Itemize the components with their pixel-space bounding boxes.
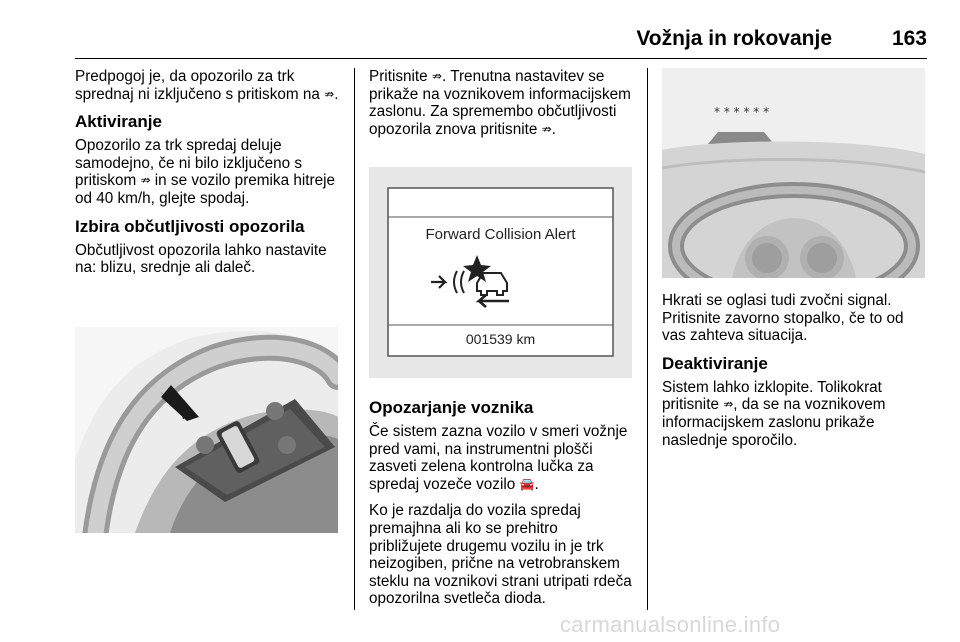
section-title: Vožnja in rokovanje <box>636 27 832 50</box>
driver-info-display-illustration <box>369 167 632 378</box>
column-right <box>662 292 927 458</box>
paragraph-activation: Opozorilo za trk spredaj deluje samodejno, če ni bilo izključeno s pritiskom ⇏ in se vozilo premika hitreje od 40 km/h, glejte spodaj. <box>75 137 336 207</box>
windshield-led-illustration <box>662 68 925 278</box>
paragraph-precondition: Predpogoj je, da opozorilo za trk sprednaj ni izključeno s pritiskom na ⇏. <box>75 68 339 103</box>
fca-sensitivity-icon: ⇏ <box>431 69 442 83</box>
heading-deactivation: Deaktiviranje <box>662 353 768 373</box>
fca-sensitivity-icon: ⇏ <box>723 397 734 412</box>
fca-sensitivity-icon: ⇏ <box>324 86 335 101</box>
heading-driver-warning: Opozarjanje voznika <box>369 398 534 417</box>
fca-sensitivity-icon: ⇏ <box>541 121 552 136</box>
paragraph-collision-warning: Ko je razdalja do vozila spredaj premajhna ali ko se prehitro približujete drugemu vozilu in je trk neizogiben, prične na vetrobranskem steklu na voznikovi strani utripati rdeča opozorilna svetleča dioda. <box>369 502 632 608</box>
display-title: Forward Collision Alert <box>425 226 576 243</box>
fca-sensitivity-icon: ⇏ <box>140 173 151 188</box>
paragraph-acoustic-signal: Hkrati se oglasi tudi zvočni signal. Pritisnite zavorno stopalko, če to od vas zahteva situacija. <box>662 292 904 345</box>
heading-activation: Aktiviranje <box>75 112 162 132</box>
display-odometer: 001539 km <box>465 331 536 347</box>
column-divider <box>647 68 648 610</box>
column-middle-lower <box>369 398 634 617</box>
page-number: 163 <box>891 27 927 50</box>
paragraph-press-button: Pritisnite ⇏. Trenutna nastavitev se prikaže na voznikovem informacijskem zaslonu. Za spremembo občutljivosti opozorila znova pritisnite ⇏. <box>369 68 631 138</box>
steering-wheel-drawing <box>75 327 338 533</box>
watermark: carmanualsonline.info <box>560 612 781 637</box>
column-divider <box>354 68 355 610</box>
steering-wheel-illustration <box>75 327 338 533</box>
windshield-drawing <box>662 68 925 278</box>
column-middle <box>369 68 634 147</box>
paragraph-deactivation: Sistem lahko izklopite. Tolikokrat pritisnite ⇏, da se na voznikovem informacijskem zaslonu prikaže naslednje sporočilo. <box>662 378 886 449</box>
vehicle-ahead-icon: 🚘 <box>519 476 535 491</box>
svg-text:* * * * * *: * * * * * * <box>714 105 770 119</box>
page-header <box>75 10 927 59</box>
paragraph-sensitivity: Občutljivost opozorila lahko nastavite na: blizu, srednje ali daleč. <box>75 241 327 277</box>
paragraph-vehicle-detected: Če sistem zazna vozilo v smeri vožnje pred vami, na instrumentni plošči zasveti zelena kontrolna lučka za spredaj vozeče vozilo 🚘. <box>369 423 628 493</box>
column-left <box>75 68 350 286</box>
heading-sensitivity: Izbira občutljivosti opozorila <box>75 216 305 236</box>
